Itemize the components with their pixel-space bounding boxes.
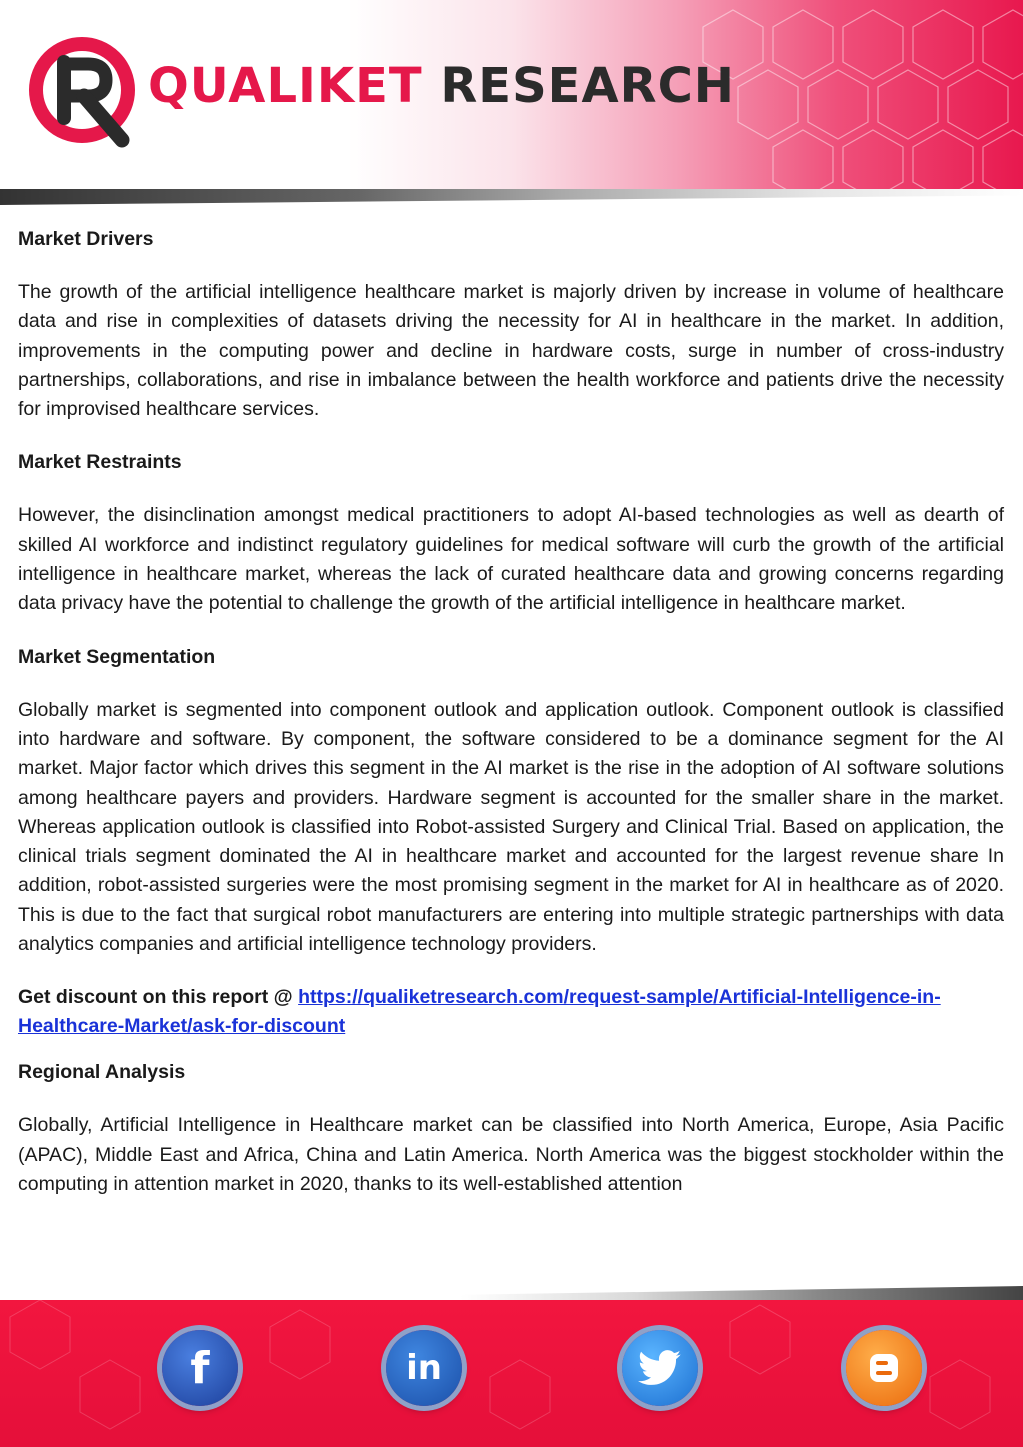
report-content bbox=[18, 225, 1004, 1223]
brand-name bbox=[148, 58, 735, 114]
market-segmentation-body: Globally market is segmented into component outlook and application outlook. Component outlook is classified into hardware and software. By component, the software considered to be a dominance segment for the AI market. Major factor which drives this segment in the AI market is the rise in the adoption of AI software solutions among healthcare payers and providers. Hardware segment is accounted for the smaller share in the market. Whereas application outlook is classified into Robot-assisted Surgery and Clinical Trial. Based on application, the clinical trials segment dominated the AI in healthcare market and accounted for the largest revenue share In addition, robot-assisted surgeries were the most promising segment in the market for AI in healthcare as of 2020. This is due to the fact that surgical robot manufacturers are entering into multiple strategic partnerships with data analytics companies and artificial intelligence technology providers. bbox=[18, 698, 1004, 956]
regional-analysis-heading: Regional Analysis bbox=[18, 1061, 186, 1084]
market-restraints-body: However, the disinclination amongst medical practitioners to adopt AI-based technologies as well as dearth of skilled AI workforce and indistinct regulatory guidelines for medical software will curb the growth of the artificial intelligence in healthcare market, whereas the lack of curated healthcare data and growing concerns regarding data privacy have the potential to challenge the growth of the artificial intelligence in healthcare market. bbox=[18, 504, 1004, 615]
discount-line bbox=[18, 983, 1004, 1041]
market-drivers-heading: Market Drivers bbox=[18, 228, 154, 250]
brand-word-qualiket: QUALIKET bbox=[148, 58, 423, 114]
twitter-bird-icon bbox=[638, 1350, 682, 1386]
brand-word-research: RESEARCH bbox=[440, 58, 735, 114]
facebook-icon[interactable] bbox=[162, 1330, 238, 1406]
linkedin-icon[interactable] bbox=[386, 1330, 462, 1406]
twitter-icon[interactable] bbox=[622, 1330, 698, 1406]
qr-logo-icon bbox=[22, 32, 150, 152]
header-banner bbox=[0, 0, 1023, 192]
header-divider bbox=[0, 189, 1023, 205]
blogger-b-icon bbox=[864, 1348, 904, 1388]
facebook-glyph: f bbox=[190, 1342, 210, 1394]
discount-label: Get discount on this report @ bbox=[18, 986, 299, 1009]
linkedin-glyph: in bbox=[406, 1348, 442, 1388]
hexagon-pattern-decoration bbox=[693, 0, 1023, 192]
regional-analysis-body: Globally, Artificial Intelligence in Healthcare market can be classified into North America, Europe, Asia Pacific (APAC), Middle East and Africa, China and Latin America. North America was the biggest stockholder within the computing in attention market in 2020, thanks to its well-established attention bbox=[18, 1114, 1004, 1195]
discount-link[interactable]: https://qualiketresearch.com/request-sample/Artificial-Intelligence-in-Healthcare-Market/ask-for-discount bbox=[18, 986, 941, 1038]
blogger-icon[interactable] bbox=[846, 1330, 922, 1406]
footer-banner bbox=[0, 1300, 1023, 1447]
market-restraints-heading: Market Restraints bbox=[18, 451, 182, 474]
market-segmentation-heading: Market Segmentation bbox=[18, 645, 216, 668]
market-drivers-body: The growth of the artificial intelligence healthcare market is majorly driven by increase in volume of healthcare data and rise in complexities of datasets driving the necessity for AI in healthcare in the market. In addition, improvements in the computing power and decline in hardware costs, surge in number of cross-industry partnerships, collaborations, and rise in imbalance between the health workforce and patients drive the necessity for improvised healthcare services. bbox=[18, 281, 1004, 421]
